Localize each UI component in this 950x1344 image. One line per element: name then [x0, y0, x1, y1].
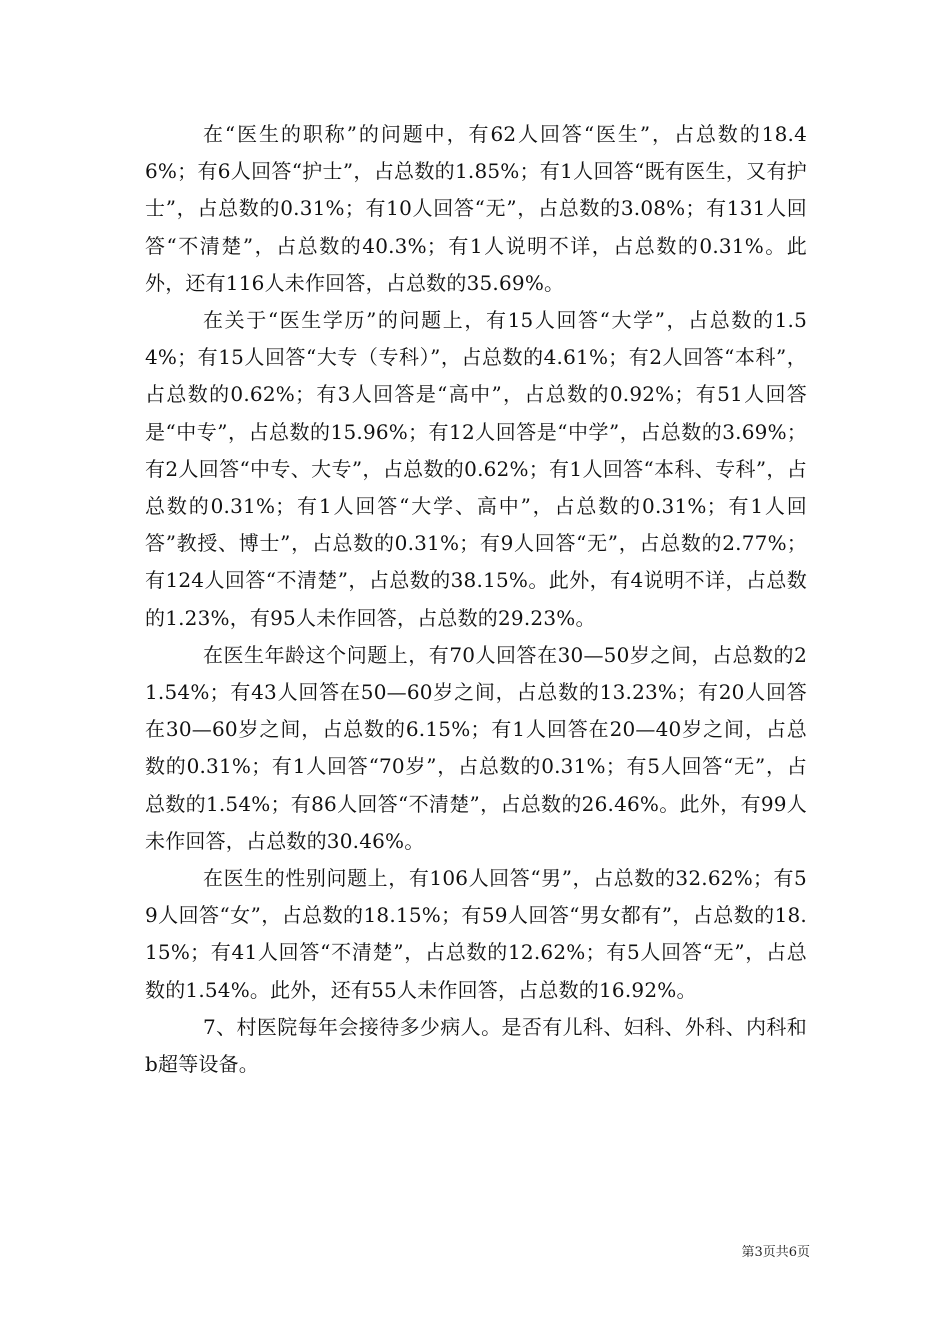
- document-body: [145, 116, 807, 1083]
- page-number-footer: 第3页共6页: [741, 1245, 810, 1260]
- paragraph-question-7: 7、村医院每年会接待多少病人。是否有儿科、妇科、外科、内科和b超等设备。: [145, 1014, 807, 1077]
- paragraph-doctor-age: 在医生年龄这个问题上，有70人回答在30—50岁之间，占总数的21.54%；有43人回答在50—60岁之间，占总数的13.23%；有20人回答在30—60岁之间，占总数的6.15%；有1人回答在20—40岁之间，占总数的0.31%；有1人回答“70岁”，占总数的0.31%；有5人回答“无”，占总数的1.54%；有86人回答“不清楚”，占总数的26.46%。此外，有99人未作回答，占总数的30.46%。: [145, 642, 807, 853]
- paragraph-doctor-gender: 在医生的性别问题上，有106人回答“男”，占总数的32.62%；有59人回答“女”，占总数的18.15%；有59人回答“男女都有”，占总数的18.15%；有41人回答“不清楚”，占总数的12.62%；有5人回答“无”，占总数的1.54%。此外，还有55人未作回答，占总数的16.92%。: [145, 866, 807, 1002]
- paragraph-doctor-education: 在关于“医生学历”的问题上，有15人回答“大学”，占总数的1.54%；有15人回答“大专（专科）”，占总数的4.61%；有2人回答“本科”，占总数的0.62%；有3人回答是“高中”，占总数的0.92%；有51人回答是“中专”，占总数的15.96%；有12人回答是“中学”，占总数的3.69%；有2人回答“中专、大专”，占总数的0.62%；有1人回答“本科、专科”，占总数的0.31%；有1人回答“大学、高中”，占总数的0.31%；有1人回答”教授、博士”，占总数的0.31%；有9人回答“无”，占总数的2.77%；有124人回答“不清楚”，占总数的38.15%。此外，有4说明不详，占总数的1.23%，有95人未作回答，占总数的29.23%。: [145, 308, 807, 630]
- paragraph-doctor-title: 在“医生的职称”的问题中，有62人回答“医生”，占总数的18.46%；有6人回答“护士”，占总数的1.85%；有1人回答“既有医生，又有护士”，占总数的0.31%；有10人回答“无”，占总数的3.08%；有131人回答“不清楚”，占总数的40.3%；有1人说明不详，占总数的0.31%。此外，还有116人未作回答，占总数的35.69%。: [145, 122, 807, 295]
